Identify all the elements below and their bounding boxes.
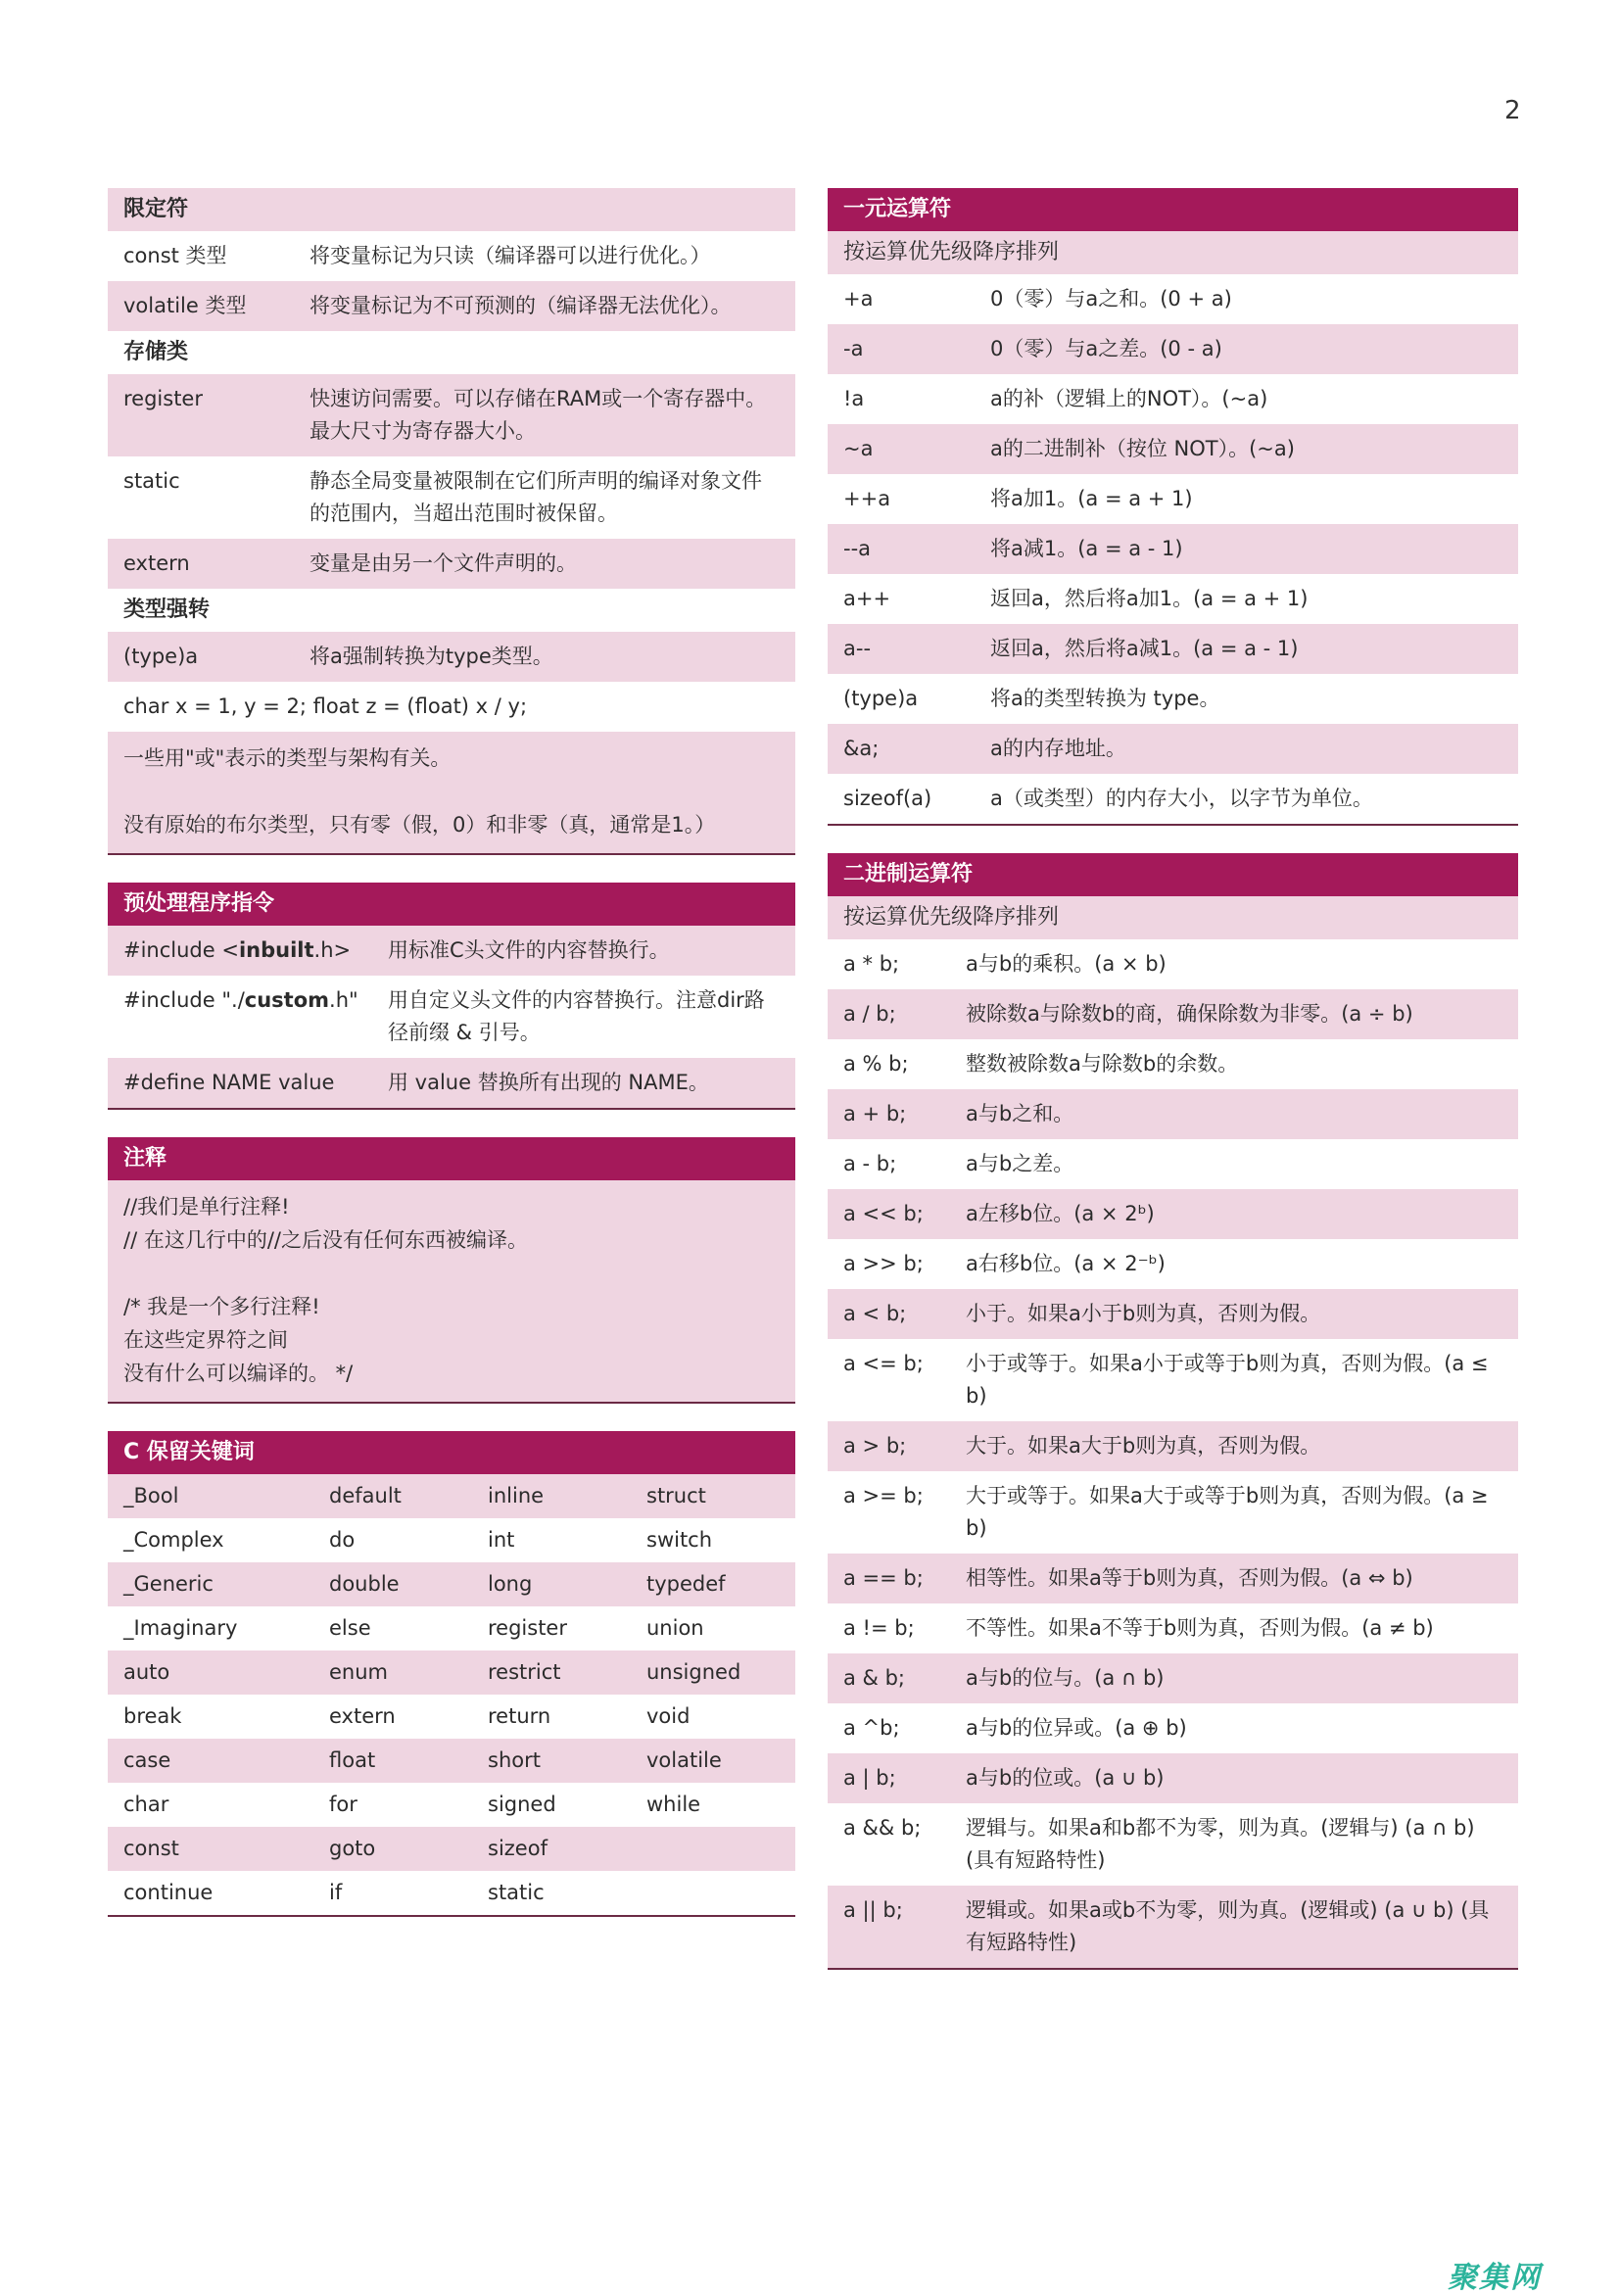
comments-block: [108, 1180, 795, 1402]
table-row: [108, 374, 795, 456]
table-row: a++ 返回a，然后将a加1。(a = a + 1): [843, 587, 1309, 610]
table-row: -a 0（零）与a之差。(0 - a): [828, 324, 1518, 374]
keyword-row: _Complex do int switch: [123, 1528, 713, 1552]
comment-line: // 在这几行中的//之后没有任何东西被编译。: [123, 1228, 528, 1252]
section-title-keywords: C 保留关键词: [108, 1431, 795, 1474]
table-row: [108, 231, 795, 281]
row-desc: 将a强制转换为type类型。: [310, 645, 553, 668]
table-row: a <= b; 小于或等于。如果a小于或等于b则为真，否则为假。(a ≤ b): [843, 1352, 1489, 1408]
unary-operators-section: [828, 188, 1518, 826]
row-desc: 将变量标记为不可预测的（编译器无法优化）。: [310, 294, 732, 317]
comment-line: //我们是单行注释!: [123, 1195, 290, 1219]
section-title-binary: 二进制运算符: [828, 853, 1518, 896]
row-desc: 快速访问需要。可以存储在RAM或一个寄存器中。最大尺寸为寄存器大小。: [310, 387, 767, 443]
row-desc: 将变量标记为只读（编译器可以进行优化。）: [310, 244, 711, 267]
table-row: a && b; 逻辑与。如果a和b都不为零，则为真。(逻辑与) (a ∩ b) (具有短路特性): [843, 1816, 1475, 1872]
section-title-preprocessor: 预处理程序指令: [108, 883, 795, 926]
row-key: volatile 类型: [123, 294, 247, 317]
table-row: [108, 456, 795, 539]
table-row: a > b; 大于。如果a大于b则为真，否则为假。: [828, 1421, 1518, 1471]
table-row: a-- 返回a，然后将a减1。(a = a - 1): [828, 624, 1518, 674]
keyword-row: continue if static: [123, 1881, 545, 1904]
table-row: a * b; a与b的乘积。(a × b): [843, 952, 1167, 976]
section-title-comments: 注释: [108, 1137, 795, 1180]
table-row: a & b; a与b的位与。(a ∩ b): [828, 1653, 1518, 1703]
section-title-storage: 存储类: [123, 340, 189, 364]
row-key: #include "./custom.h": [123, 988, 358, 1012]
table-row: --a 将a减1。(a = a - 1): [828, 524, 1518, 574]
preprocessor-section: [108, 883, 795, 1110]
keyword-row: case float short volatile: [108, 1739, 795, 1783]
row-key: register: [123, 387, 203, 410]
note-line: 一些用"或"表示的类型与架构有关。: [123, 746, 452, 770]
keyword-row: break extern return void: [123, 1704, 691, 1728]
table-row: a / b; 被除数a与除数b的商，确保除数为非零。(a ÷ b): [828, 989, 1518, 1039]
qualifiers-section: [108, 188, 795, 855]
comment-line: 没有什么可以编译的。 */: [123, 1362, 354, 1385]
table-row: a < b; 小于。如果a小于b则为真，否则为假。: [828, 1289, 1518, 1339]
table-row: sizeof(a) a（或类型）的内存大小，以字节为单位。: [843, 787, 1373, 810]
table-row: +a 0（零）与a之和。(0 + a): [843, 287, 1232, 311]
watermark-logo: 聚集网: [1448, 2261, 1542, 2295]
keyword-row: _Imaginary else register union: [123, 1616, 704, 1640]
row-desc: 静态全局变量被限制在它们所声明的编译对象文件的范围内，当超出范围时被保留。: [310, 469, 762, 525]
table-row: a << b; a左移b位。(a × 2ᵇ): [828, 1189, 1518, 1239]
row-desc: 变量是由另一个文件声明的。: [310, 551, 577, 575]
keyword-row: _Generic double long typedef: [108, 1562, 795, 1606]
table-row: a ^b; a与b的位异或。(a ⊕ b): [843, 1716, 1187, 1740]
cast-example: char x = 1, y = 2; float z = (float) x / y;: [123, 694, 528, 718]
keyword-row: auto enum restrict unsigned: [108, 1650, 795, 1695]
right-column: [828, 188, 1518, 1997]
table-row: a | b; a与b的位或。(a ∪ b): [828, 1753, 1518, 1803]
table-row: a != b; 不等性。如果a不等于b则为真，否则为假。(a ≠ b): [843, 1616, 1434, 1640]
table-row: a - b; a与b之差。: [843, 1152, 1074, 1175]
table-row: [108, 281, 795, 331]
keyword-row: char for signed while: [123, 1793, 701, 1816]
comment-line: 在这些定界符之间: [123, 1328, 288, 1352]
section-title-casting: 类型强转: [123, 598, 211, 622]
page-number: 2: [1504, 96, 1521, 125]
table-row: (type)a 将a的类型转换为 type。: [843, 687, 1220, 710]
binary-operators-section: [828, 853, 1518, 1970]
keyword-row: _Bool default inline struct: [108, 1474, 795, 1518]
table-row: a == b; 相等性。如果a等于b则为真，否则为假。(a ⇔ b): [828, 1554, 1518, 1603]
row-desc: 用标准C头文件的内容替换行。: [388, 938, 670, 962]
table-row: !a a的补（逻辑上的NOT）。(~a): [843, 387, 1268, 410]
comments-section: [108, 1137, 795, 1404]
table-row: [108, 926, 795, 976]
row-key: #include <inbuilt.h>: [123, 938, 352, 962]
section-title-unary: 一元运算符: [828, 188, 1518, 231]
table-row: [108, 1058, 795, 1108]
row-key: #define NAME value: [123, 1071, 335, 1094]
binary-subtitle: 按运算优先级降序排列: [828, 896, 1518, 939]
table-row: a + b; a与b之和。: [828, 1089, 1518, 1139]
note-line: 没有原始的布尔类型，只有零（假，0）和非零（真，通常是1。）: [123, 813, 716, 837]
table-row: [108, 632, 795, 682]
table-row: ++a 将a加1。(a = a + 1): [843, 487, 1193, 510]
row-desc: 用自定义头文件的内容替换行。注意dir路径前缀 & 引号。: [388, 988, 765, 1044]
table-row: a || b; 逻辑或。如果a或b不为零，则为真。(逻辑或) (a ∪ b) (具有短路特性): [828, 1886, 1518, 1968]
table-row: [108, 976, 795, 1058]
unary-subtitle: 按运算优先级降序排列: [828, 231, 1518, 274]
table-row: &a; a的内存地址。: [828, 724, 1518, 774]
row-key: extern: [123, 551, 190, 575]
table-row: ~a a的二进制补（按位 NOT）。(~a): [828, 424, 1518, 474]
row-key: const 类型: [123, 244, 227, 267]
row-key: (type)a: [123, 645, 199, 668]
type-notes: [108, 732, 795, 853]
keywords-section: [108, 1431, 795, 1917]
comment-line: /* 我是一个多行注释!: [123, 1295, 320, 1318]
row-desc: 用 value 替换所有出现的 NAME。: [388, 1071, 709, 1094]
row-key: static: [123, 469, 180, 493]
table-row: [108, 539, 795, 589]
table-row: a % b; 整数被除数a与除数b的余数。: [843, 1052, 1239, 1076]
section-title-qualifiers: 限定符: [108, 188, 795, 231]
table-row: a >= b; 大于或等于。如果a大于或等于b则为真，否则为假。(a ≥ b): [843, 1484, 1489, 1540]
left-column: [108, 188, 795, 1944]
keyword-row: const goto sizeof: [108, 1827, 795, 1871]
table-row: a >> b; a右移b位。(a × 2⁻ᵇ): [843, 1252, 1166, 1275]
